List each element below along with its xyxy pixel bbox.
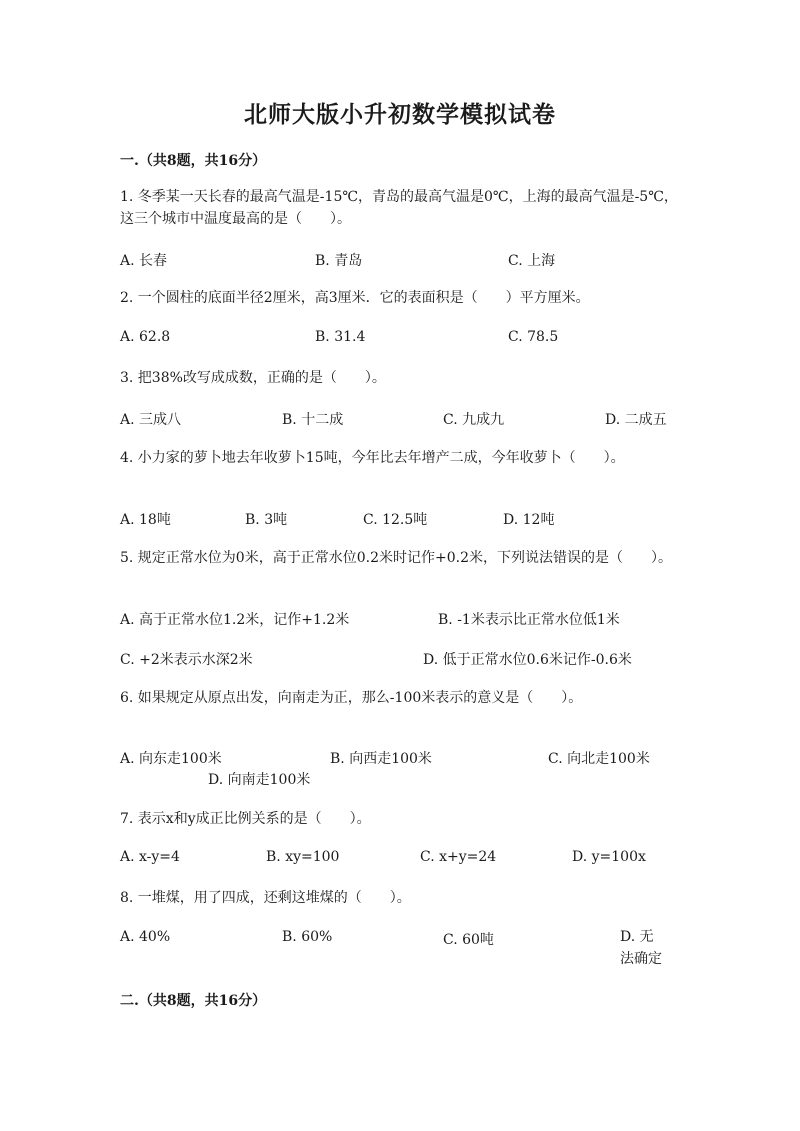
question-3-option-a[interactable]: A. 三成八 xyxy=(120,412,182,428)
question-7-option-a[interactable]: A. x-y=4 xyxy=(120,849,180,865)
question-2-option-b[interactable]: B. 31.4 xyxy=(315,329,366,345)
question-8-option-d[interactable]: D. 无法确定 xyxy=(620,929,662,967)
question-7-stem: 7. 表示x和y成正比例关系的是（ ）。 xyxy=(120,811,371,827)
question-2-stem: 2. 一个圆柱的底面半径2厘米，高3厘米．它的表面积是（ ）平方厘米。 xyxy=(120,290,590,306)
question-3-option-c[interactable]: C. 九成九 xyxy=(443,412,505,428)
question-3-stem: 3. 把38%改写成成数，正确的是（ ）。 xyxy=(120,370,386,386)
question-8-option-b[interactable]: B. 60% xyxy=(282,929,333,945)
question-3-option-b[interactable]: B. 十二成 xyxy=(282,412,344,428)
question-5-option-b[interactable]: B. -1米表示比正常水位低1米 xyxy=(438,612,620,628)
question-5-option-a[interactable]: A. 高于正常水位1.2米，记作+1.2米 xyxy=(120,612,350,628)
question-6-option-b[interactable]: B. 向西走100米 xyxy=(330,751,432,767)
question-2-option-a[interactable]: A. 62.8 xyxy=(120,329,171,345)
section-heading-1: 一.（共8题，共16分） xyxy=(120,153,267,169)
page-title: 北师大版小升初数学模拟试卷 xyxy=(244,101,556,128)
question-4-option-c[interactable]: C. 12.5吨 xyxy=(363,512,428,528)
question-6-option-c[interactable]: C. 向北走100米 xyxy=(548,751,650,767)
section-heading-2: 二.（共8题，共16分） xyxy=(120,993,267,1009)
question-8-stem: 8. 一堆煤，用了四成，还剩这堆煤的（ ）。 xyxy=(120,890,411,906)
question-5-option-c[interactable]: C. +2米表示水深2米 xyxy=(120,652,253,668)
question-8-option-a[interactable]: A. 40% xyxy=(120,929,171,945)
question-5-stem: 5. 规定正常水位为0米，高于正常水位0.2米时记作+0.2米，下列说法错误的是（ ）。 xyxy=(120,550,672,566)
question-5-option-d[interactable]: D. 低于正常水位0.6米记作-0.6米 xyxy=(423,652,632,668)
question-1-option-a[interactable]: A. 长春 xyxy=(120,253,168,269)
question-1-option-c[interactable]: C. 上海 xyxy=(508,253,556,269)
question-4-option-b[interactable]: B. 3吨 xyxy=(245,512,288,528)
question-6-option-d[interactable]: D. 向南走100米 xyxy=(208,772,311,788)
question-7-option-c[interactable]: C. x+y=24 xyxy=(420,849,497,865)
question-7-option-d[interactable]: D. y=100x xyxy=(572,849,646,865)
question-1-stem: 1. 冬季某一天长春的最高气温是-15℃，青岛的最高气温是0℃，上海的最高气温是-5℃，这三个城市中温度最高的是（ ）。 xyxy=(120,189,678,227)
question-4-option-a[interactable]: A. 18吨 xyxy=(120,512,171,528)
question-6-option-a[interactable]: A. 向东走100米 xyxy=(120,751,222,767)
question-3-option-d[interactable]: D. 二成五 xyxy=(605,412,667,428)
question-8-option-c[interactable]: C. 60吨 xyxy=(443,932,494,948)
question-6-stem: 6. 如果规定从原点出发，向南走为正，那么-100米表示的意义是（ ）。 xyxy=(120,690,583,706)
question-4-option-d[interactable]: D. 12吨 xyxy=(503,512,555,528)
question-7-option-b[interactable]: B. xy=100 xyxy=(266,849,340,865)
question-4-stem: 4. 小力家的萝卜地去年收萝卜15吨，今年比去年增产二成，今年收萝卜（ ）。 xyxy=(120,450,625,466)
question-1-option-b[interactable]: B. 青岛 xyxy=(315,253,363,269)
question-2-option-c[interactable]: C. 78.5 xyxy=(508,329,559,345)
